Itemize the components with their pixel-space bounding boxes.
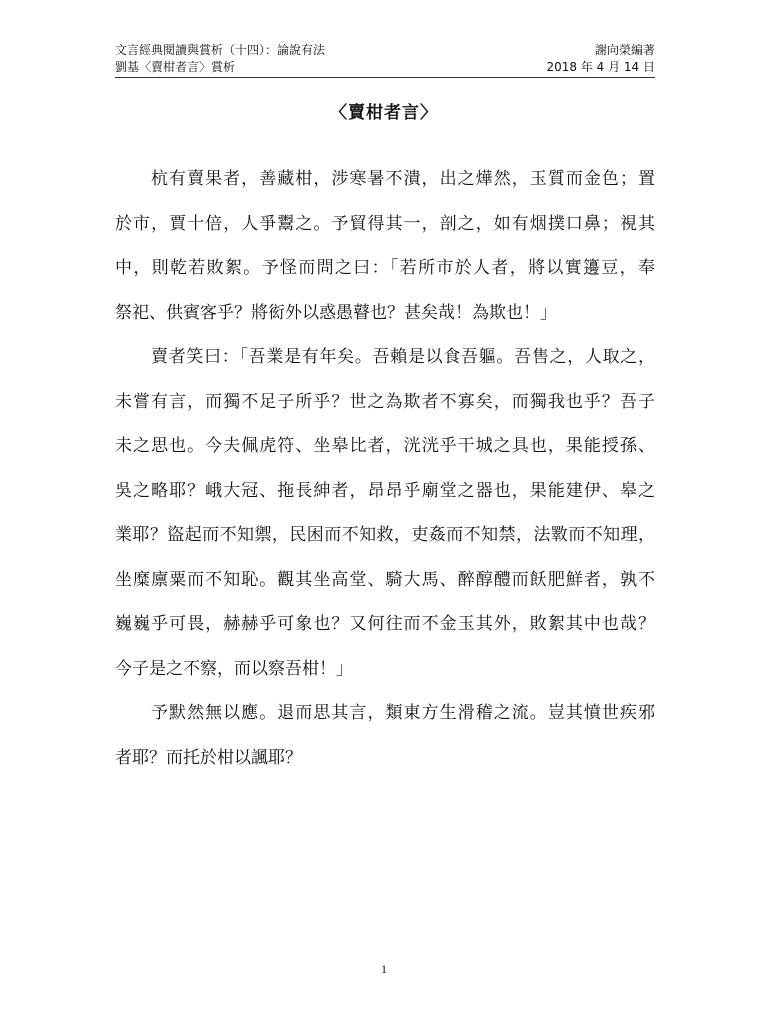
text-line: 未嘗有言，而獨不足子所乎？世之為欺者不寡矣，而獨我也乎？吾子 [115, 391, 655, 412]
text-line: 杭有賣果者，善藏柑，涉寒暑不潰，出之燁然，玉質而金色；置 [151, 169, 655, 189]
paragraph-2 [115, 335, 655, 691]
page-number: 1 [381, 962, 387, 976]
text-line: 今子是之不察，而以察吾柑！」 [115, 658, 353, 679]
paragraph-1 [115, 157, 655, 335]
paragraph-3 [115, 691, 655, 780]
page-header [115, 42, 655, 78]
document-title: 〈賣柑者言〉 [330, 103, 438, 123]
document-body [115, 157, 655, 780]
header-date: 2018 年 4 月 14 日 [546, 60, 655, 74]
header-row-2 [115, 59, 655, 76]
text-line: 未之思也。今夫佩虎符、坐皋比者，洸洸乎干城之具也，果能授孫、 [115, 436, 655, 456]
header-course-title: 文言經典閱讀與賞析（十四）：論說有法 [115, 43, 326, 57]
text-line: 者耶？而托於柑以諷耶？ [115, 747, 302, 768]
text-line: 吳之略耶？峨大冠、拖長紳者，昂昂乎廟堂之器也，果能建伊、皋之 [115, 480, 655, 501]
text-line: 於市，賈十倍，人爭鬻之。予貿得其一，剖之，如有烟撲口鼻；視其 [115, 213, 655, 234]
text-line: 業耶？盜起而不知禦，民困而不知救，吏姦而不知禁，法斁而不知理， [115, 525, 655, 545]
text-line: 巍巍乎可畏，赫赫乎可象也？又何往而不金玉其外，敗絮其中也哉？ [115, 614, 655, 634]
text-line: 賣者笑曰：「吾業是有年矣。吾賴是以食吾軀。吾售之，人取之， [151, 347, 655, 367]
text-line: 坐糜廪粟而不知恥。觀其坐高堂、騎大馬、醉醇醴而飫肥鮮者，孰不 [115, 569, 655, 590]
text-line: 中，則乾若敗絮。予怪而問之曰：「若所市於人者，將以實籩豆，奉 [115, 258, 655, 278]
text-line: 祭祀、供賓客乎？將衒外以惑愚瞽也？甚矣哉！為欺也！」 [115, 302, 557, 323]
header-row-1 [115, 42, 655, 59]
header-subtitle: 劉基〈賣柑者言〉賞析 [115, 60, 236, 74]
text-line: 予默然無以應。退而思其言，類東方生滑稽之流。豈其憤世疾邪 [151, 703, 655, 723]
header-author: 謝向榮編著 [594, 43, 655, 57]
